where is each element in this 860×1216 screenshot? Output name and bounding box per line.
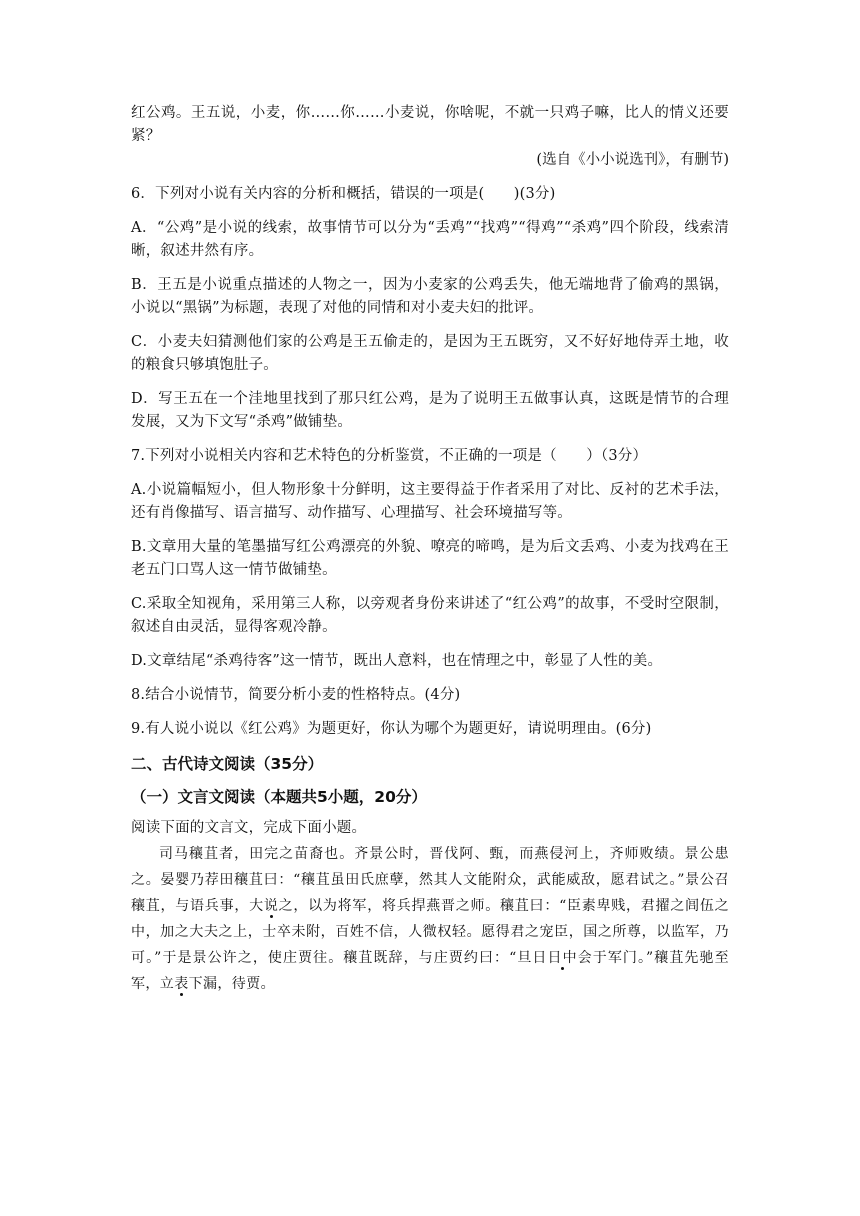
dotted-word-biao: 表 [174, 976, 189, 992]
question-6-option-b: B．王五是小说重点描述的人物之一，因为小麦家的公鸡丢失，他无端地背了偷鸡的黑锅，小说以“黑锅”为标题，表现了对他的同情和对小麦夫妇的批评。 [131, 277, 729, 316]
dotted-word-shuo: 说 [263, 898, 279, 914]
section-2-heading: 二、古代诗文阅读（35分） [131, 755, 324, 773]
question-6-option-a: A．“公鸡”是小说的线索，故事情节可以分为“丢鸡”“找鸡”“得鸡”“杀鸡”四个阶段，线索清晰，叙述井然有序。 [131, 220, 729, 259]
reading-instruction: 阅读下面的文言文，完成下面小题。 [131, 820, 367, 836]
passage-text-4: 下漏，待贾。 [188, 976, 276, 992]
question-6-option-d: D．写王五在一个洼地里找到了那只红公鸡，是为了说明王五做事认真，这既是情节的合理发展，又为下文写“杀鸡”做铺垫。 [131, 391, 729, 430]
question-9: 9.有人说小说以《红公鸡》为题更好，你认为哪个为题更好，请说明理由。(6分) [131, 721, 652, 737]
question-7-option-d: D.文章结尾“杀鸡待客”这一情节，既出人意料，也在情理之中，彰显了人性的美。 [131, 653, 663, 669]
source-note: (选自《小小说选刊》，有删节) [536, 152, 729, 168]
question-8: 8.结合小说情节，简要分析小麦的性格特点。(4分) [131, 687, 461, 703]
story-tail-paragraph: 红公鸡。王五说，小麦，你……你……小麦说，你啥呢，不就一只鸡子嘛，比人的情义还要紧？ [131, 105, 729, 144]
page-content [131, 102, 729, 997]
question-6-stem: 6．下列对小说有关内容的分析和概括，错误的一项是( )(3分) [131, 186, 556, 202]
question-7-option-a: A.小说篇幅短小，但人物形象十分鲜明，这主要得益于作者采用了对比、反衬的艺术手法，还有肖像描写、语言描写、动作描写、心理描写、社会环境描写等。 [131, 482, 729, 521]
passage-text-1: 司马穰苴者，田完之苗裔也。齐景公时，晋伐阿、甄，而燕侵河上，齐师败绩。景公患之。晏婴乃荐田穰苴曰：“穰苴虽田氏庶孽，然其人文能附众，武能威敌，愿君试之。”景公召穰苴，与语兵事，大 [131, 846, 729, 914]
subsection-1-heading: （一）文言文阅读（本题共5小题，20分） [131, 788, 427, 806]
question-7-option-c: C.采取全知视角，采用第三人称，以旁观者身份来讲述了“红公鸡”的故事，不受时空限制，叙述自由灵活，显得客观冷静。 [131, 596, 729, 635]
passage-text-2: 之，以为将军，将兵捍燕晋之师。穰苴曰：“臣素卑贱，君擢之闾伍之中，加之大夫之上，士卒未附，百姓不信，人微权轻。愿得君之宠臣，国之所尊，以监军，乃可。”于是景公许之，使庄贾往。穰苴既辞，与庄贾约曰：“旦日 [131, 898, 729, 966]
classical-passage [131, 841, 729, 997]
question-6-option-c: C．小麦夫妇猜测他们家的公鸡是王五偷走的，是因为王五既穷，又不好好地侍弄土地，收的粮食只够填饱肚子。 [131, 334, 729, 373]
question-7-option-b: B.文章用大量的笔墨描写红公鸡漂亮的外貌、嘹亮的啼鸣，是为后文丢鸡、小麦为找鸡在王老五门口骂人这一情节做铺垫。 [131, 539, 729, 578]
question-7-stem: 7.下列对小说相关内容和艺术特色的分析鉴赏，不正确的一项是（ ）（3分） [131, 448, 648, 464]
dotted-word-rizhong: 日中 [547, 950, 578, 966]
passage-text-3: 会于军门。”穰苴先驰至军，立 [131, 950, 729, 992]
